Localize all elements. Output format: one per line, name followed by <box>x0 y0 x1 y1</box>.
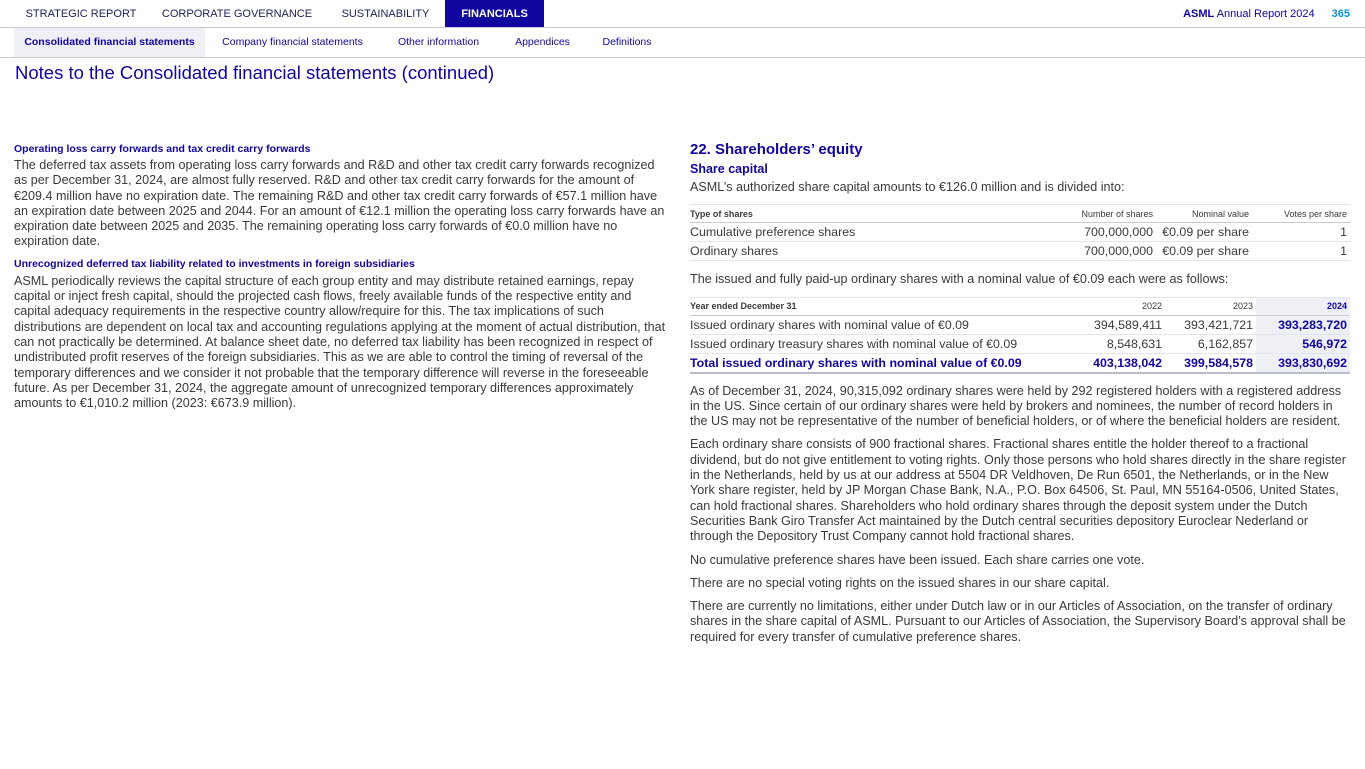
row-label: Issued ordinary shares with nominal value of €0.09 <box>690 315 1069 334</box>
paragraph-unrecognized-deferred-tax: ASML periodically reviews the capital structure of each group entity and may distribute retained earnings, repay capital or inject fresh capital, should the projected cash flows, freely available funds of the respective entity and capital adequacy requirements in the respective country allow/require for this. The tax implications of such distributions are dependent on local tax and accounting regulations applying at the moment of actual distribution, that can not practically be determined. At balance sheet date, no deferred tax liability has been recognized in respect of undistributed profit reserves of the foreign subsidiaries. This as we are able to control the timing of reversal of the temporary differences and we consider it not probable that the temporary difference will reverse in the foreseeable future. As per December 31, 2024, the aggregate amount of unrecognized temporary differences approximately amounts to €1,010.2 million (2023: €673.9 million). <box>14 273 666 411</box>
issued-shares-table <box>690 297 1350 374</box>
cell-2023: 393,421,721 <box>1165 315 1256 334</box>
row-label: Cumulative preference shares <box>690 223 1030 242</box>
tab-strategic-report[interactable]: STRATEGIC REPORT <box>25 8 137 20</box>
total-row <box>690 353 1350 373</box>
brand-name: ASML <box>1183 8 1215 20</box>
col-year-ended: Year ended December 31 <box>690 297 1069 315</box>
table-row <box>690 223 1350 242</box>
tab-corporate-governance[interactable]: CORPORATE GOVERNANCE <box>161 8 313 20</box>
page-number: 365 <box>1331 8 1350 20</box>
subtab-consolidated-statements[interactable]: Consolidated financial statements <box>14 28 205 57</box>
section-title: 22. Shareholders’ equity <box>690 141 863 158</box>
right-column <box>690 140 1350 645</box>
subtab-definitions[interactable]: Definitions <box>602 36 652 48</box>
heading-unrecognized-deferred-tax: Unrecognized deferred tax liability related to investments in foreign subsidiaries <box>14 257 415 270</box>
paragraph-us-holders: As of December 31, 2024, 90,315,092 ordinary shares were held by 292 registered holders with a registered address in the US. Since certain of our ordinary shares were held by brokers and nominees, the number of record holders in the US may not be representative of the number of beneficial holders, or of where the beneficial holders are resident. <box>690 383 1342 429</box>
brand-report: Annual Report 2024 <box>1216 8 1315 20</box>
cell-votes: 1 <box>1252 223 1350 242</box>
col-votes-per-share: Votes per share <box>1252 205 1350 223</box>
subtab-company-statements[interactable]: Company financial statements <box>222 36 363 48</box>
report-brand <box>1183 0 1350 28</box>
cell-number: 700,000,000 <box>1030 242 1156 261</box>
table-row <box>690 315 1350 334</box>
table-row <box>690 334 1350 353</box>
col-2022: 2022 <box>1069 297 1165 315</box>
paragraph-loss-carry-forwards: The deferred tax assets from operating loss carry forwards and R&D and other tax credit carry forwards recognized as per December 31, 2024, are almost fully reserved. R&D and other tax credit carry forwards for the amount of €209.4 million have no expiration date. The remaining R&D and other tax credit carry forwards of €57.1 million have an expiration date between 2025 and 2044. For an amount of €12.1 million the operating loss carry forwards have an expiration date between 2025 and 2035. The remaining operating loss carry forwards of €0.0 million have no expiration date. <box>14 158 665 249</box>
paragraph-fractional-shares: Each ordinary share consists of 900 fractional shares. Fractional shares entitle the holder thereof to a fractional dividend, but do not give entitlement to voting rights. Only those persons who hold shares directly in the share register in the Netherlands, held by us at our address at 5504 DR Veldhoven, De Run 6501, the Netherlands, or in the New York share register, held by JP Morgan Chase Bank, N.A., P.O. Box 64506, St. Paul, MN 55164-0506, United States, can hold fractional shares. Shareholders who hold ordinary shares through the deposit system under the Dutch Securities Bank Giro Transfer Act maintained by the Dutch central securities depository Euroclear Nederland or through the Depository Trust Company cannot hold fractional shares. <box>690 437 1346 544</box>
paragraph-transfer-limitations: There are currently no limitations, either under Dutch law or in our Articles of Association, on the transfer of ordinary shares in the share capital of ASML. Pursuant to our Articles of Association, the Supervisory Board’s approval shall be required for every transfer of cumulative preference shares. <box>690 599 1346 644</box>
col-2023: 2023 <box>1165 297 1256 315</box>
top-nav <box>0 0 1365 28</box>
cell-votes: 1 <box>1252 242 1350 261</box>
cell-number: 700,000,000 <box>1030 223 1156 242</box>
issued-shares-intro: The issued and fully paid-up ordinary shares with a nominal value of €0.09 each were as follows: <box>690 272 1229 287</box>
total-2024: 393,830,692 <box>1256 353 1350 373</box>
total-label: Total issued ordinary shares with nominal value of €0.09 <box>690 353 1069 373</box>
cell-2022: 8,548,631 <box>1069 334 1165 353</box>
tab-sustainability[interactable]: SUSTAINABILITY <box>341 8 430 20</box>
table-header-row <box>690 297 1350 315</box>
row-label: Ordinary shares <box>690 242 1030 261</box>
col-nominal-value: Nominal value <box>1156 205 1252 223</box>
authorized-shares-table <box>690 204 1350 261</box>
subtab-appendices[interactable]: Appendices <box>515 36 570 48</box>
cell-2024: 393,283,720 <box>1256 315 1350 334</box>
total-2022: 403,138,042 <box>1069 353 1165 373</box>
paragraph-no-preference-shares: No cumulative preference shares have been issued. Each share carries one vote. <box>690 552 1145 567</box>
col-type-of-shares: Type of shares <box>690 205 1030 223</box>
total-2023: 399,584,578 <box>1165 353 1256 373</box>
tab-financials[interactable]: FINANCIALS <box>445 0 544 27</box>
col-2024: 2024 <box>1256 297 1350 315</box>
sub-nav <box>0 28 1365 58</box>
cell-nominal: €0.09 per share <box>1156 223 1252 242</box>
share-capital-heading: Share capital <box>690 162 768 176</box>
cell-2024: 546,972 <box>1256 334 1350 353</box>
left-column <box>14 140 671 411</box>
subtab-other-information[interactable]: Other information <box>397 36 480 48</box>
cell-nominal: €0.09 per share <box>1156 242 1252 261</box>
heading-loss-carry-forwards: Operating loss carry forwards and tax credit carry forwards <box>14 143 311 155</box>
authorized-capital-intro: ASML’s authorized share capital amounts to €126.0 million and is divided into: <box>690 180 1125 194</box>
cell-2022: 394,589,411 <box>1069 315 1165 334</box>
cell-2023: 6,162,857 <box>1165 334 1256 353</box>
table-header-row <box>690 205 1350 223</box>
table-row <box>690 242 1350 261</box>
col-number-of-shares: Number of shares <box>1030 205 1156 223</box>
page-title: Notes to the Consolidated financial statements (continued) <box>15 62 495 83</box>
paragraph-voting-rights: There are no special voting rights on the issued shares in our share capital. <box>690 575 1110 590</box>
row-label: Issued ordinary treasury shares with nominal value of €0.09 <box>690 334 1069 353</box>
